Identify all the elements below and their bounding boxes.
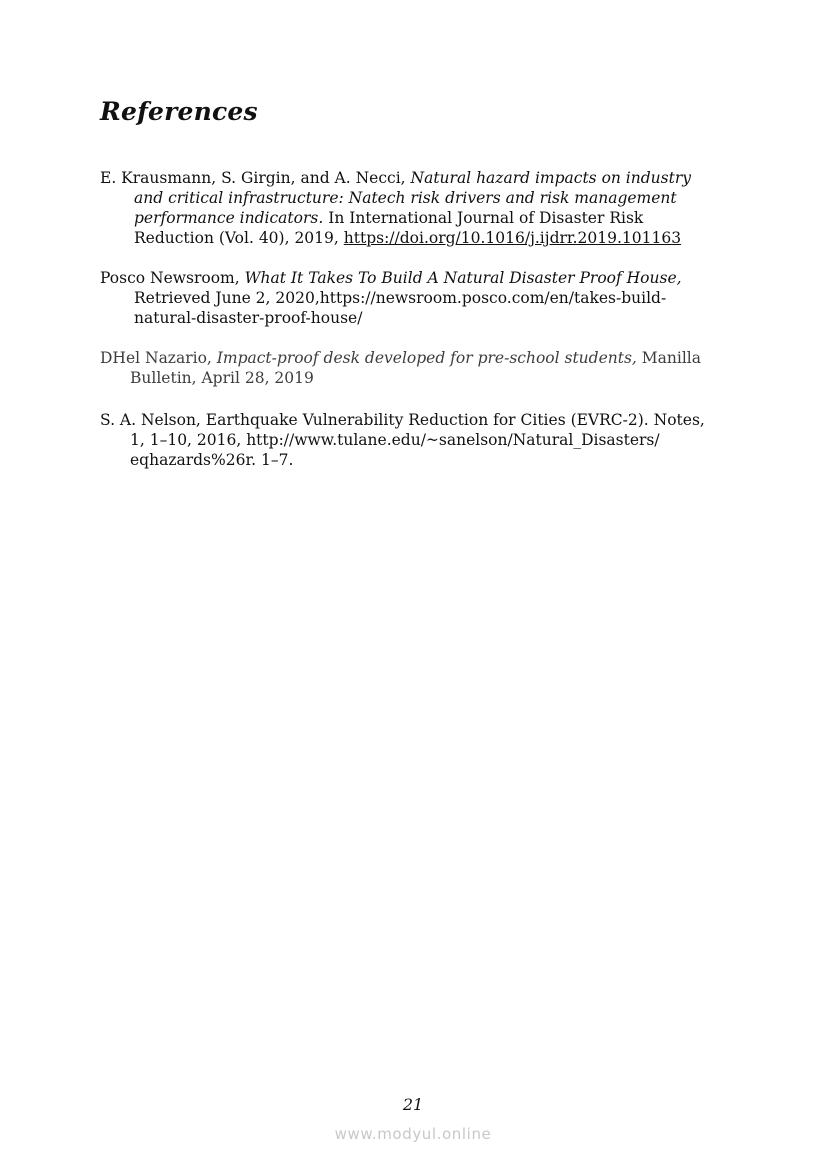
reference-entry — [100, 168, 740, 248]
reference-authors: S. A. Nelson, Earthquake Vulnerability Reduction for Cities (EVRC-2). Notes, — [100, 411, 705, 429]
reference-entry — [100, 268, 740, 328]
reference-authors: DHel Nazario, — [100, 349, 217, 367]
reference-source: Reduction (Vol. 40), 2019, — [134, 229, 344, 247]
reference-line — [100, 268, 740, 288]
reference-line — [100, 430, 740, 450]
reference-source: 1, 1–10, 2016, http://www.tulane.edu/~sanelson/Natural_Disasters/ — [130, 431, 660, 449]
reference-source: natural-disaster-proof-house/ — [134, 309, 363, 327]
reference-line — [100, 348, 740, 368]
reference-title: and critical infrastructure: Natech risk drivers and risk management — [134, 189, 677, 207]
reference-list — [100, 168, 740, 490]
page-number: 21 — [402, 1095, 424, 1114]
reference-line — [100, 188, 740, 208]
page-title: References — [100, 97, 258, 126]
doi-link[interactable]: https://doi.org/10.1016/j.ijdrr.2019.101163 — [343, 229, 682, 247]
reference-line — [100, 208, 740, 228]
reference-title: performance indicators. — [134, 209, 324, 227]
reference-line — [100, 368, 740, 388]
reference-line — [100, 450, 740, 470]
reference-title: What It Takes To Build A Natural Disaster Proof House, — [244, 269, 682, 287]
reference-line — [100, 308, 740, 328]
reference-title: Impact-proof desk developed for pre-school students, — [216, 349, 637, 367]
reference-line — [100, 288, 740, 308]
reference-source: Manilla — [636, 349, 701, 367]
reference-authors: E. Krausmann, S. Girgin, and A. Necci, — [100, 169, 411, 187]
reference-line — [100, 410, 740, 430]
reference-source: eqhazards%26r. 1–7. — [130, 451, 294, 469]
reference-source: Retrieved June 2, 2020,https://newsroom.posco.com/en/takes-build- — [134, 289, 667, 307]
reference-line — [100, 228, 740, 248]
reference-source: In International Journal of Disaster Risk — [323, 209, 644, 227]
reference-title: Natural hazard impacts on industry — [410, 169, 691, 187]
reference-authors: Posco Newsroom, — [100, 269, 245, 287]
watermark: www.modyul.online — [334, 1125, 492, 1143]
reference-entry — [100, 410, 740, 470]
reference-line — [100, 168, 740, 188]
reference-entry — [100, 348, 740, 388]
reference-source: Bulletin, April 28, 2019 — [130, 369, 314, 387]
